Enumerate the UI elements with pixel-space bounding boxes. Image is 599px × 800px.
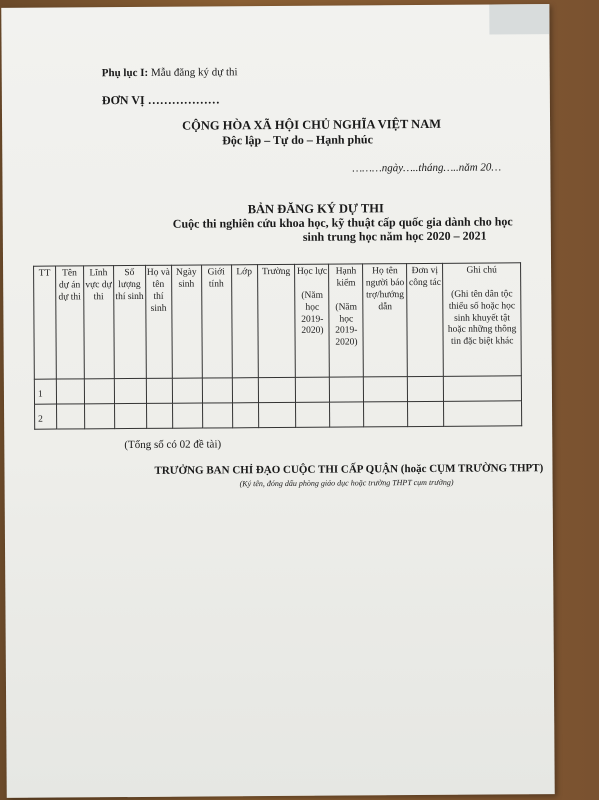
empty-cell [444, 376, 522, 402]
column-header: Hạnh kiểm (Năm học 2019-2020) [329, 264, 364, 377]
appendix-label: Phụ lục I: [101, 66, 149, 80]
empty-cell [258, 402, 296, 427]
empty-cell [296, 402, 330, 427]
empty-cell [330, 377, 364, 402]
empty-cell [114, 403, 146, 428]
empty-cell [232, 378, 258, 403]
unit-line: ĐƠN VỊ ……………… [101, 92, 220, 108]
empty-cell [444, 401, 522, 427]
empty-cell [258, 377, 296, 402]
column-header: Giới tính [201, 265, 232, 378]
document-page [1, 4, 555, 798]
column-header: Lớp [231, 265, 258, 378]
empty-cell [330, 402, 364, 427]
form-subtitle-line1: Cuộc thi nghiên cứu khoa học, kỹ thuật cấp quốc gia dành cho học [172, 214, 513, 231]
table-row [35, 401, 522, 429]
motto: Độc lập – Tự do – Hạnh phúc [222, 132, 373, 148]
registration-table [33, 262, 522, 429]
empty-cell [172, 378, 202, 403]
row-number-cell: 2 [35, 404, 57, 429]
empty-cell [114, 378, 146, 403]
column-header: Số lượng thí sinh [113, 265, 146, 378]
country-heading: CỘNG HÒA XÃ HỘI CHỦ NGHĨA VIỆT NAM [182, 116, 442, 133]
empty-cell [84, 404, 114, 429]
dateline: ………ngày…..tháng…..năm 20… [352, 161, 502, 175]
column-header: Trường [257, 264, 296, 377]
empty-cell [146, 378, 172, 403]
empty-cell [84, 379, 114, 404]
total-projects: (Tổng số có 02 đề tài) [124, 438, 222, 452]
column-header: TT [34, 266, 57, 379]
column-header: Ngày sinh [171, 265, 202, 378]
signatory-title: TRƯỞNG BAN CHỈ ĐẠO CUỘC THI CẤP QUẬN (hoặc CỤM TRƯỜNG THPT) [154, 462, 544, 477]
appendix-line [102, 66, 238, 79]
form-title: BẢN ĐĂNG KÝ DỰ THI [247, 201, 384, 217]
empty-cell [202, 403, 232, 428]
empty-cell [146, 403, 172, 428]
column-header: Đơn vị công tác [407, 263, 444, 376]
signatory-note: (Ký tên, đóng dấu phòng giáo dục hoặc trường THPT cụm trường) [239, 477, 454, 489]
empty-cell [202, 378, 232, 403]
appendix-text: Mẫu đăng ký dự thi [150, 66, 238, 79]
column-header: Họ tên người báo trợ/hướng dẫn [363, 264, 408, 377]
column-header: Họ và tên thí sinh [145, 265, 172, 378]
table-row [34, 376, 521, 404]
empty-cell [56, 379, 84, 404]
empty-cell [408, 401, 444, 426]
empty-cell [364, 377, 408, 402]
empty-cell [232, 403, 258, 428]
column-header: Ghi chú (Ghi tên dân tộc thiểu số hoặc học sinh khuyết tật hoặc những thông tin đặc biệt khác [443, 263, 522, 377]
row-number-cell: 1 [34, 379, 56, 404]
column-header: Học lực (Năm học 2019-2020) [295, 264, 330, 377]
empty-cell [296, 377, 330, 402]
empty-cell [172, 403, 202, 428]
page-corner [489, 4, 549, 34]
column-header: Tên dự án dự thi [55, 266, 84, 379]
table-header-row [34, 263, 522, 379]
form-subtitle-line2: sinh trung học năm học 2020 – 2021 [302, 228, 487, 244]
empty-cell [364, 402, 408, 427]
empty-cell [408, 376, 444, 401]
column-header: Lĩnh vực dự thi [83, 266, 114, 379]
empty-cell [56, 404, 84, 429]
